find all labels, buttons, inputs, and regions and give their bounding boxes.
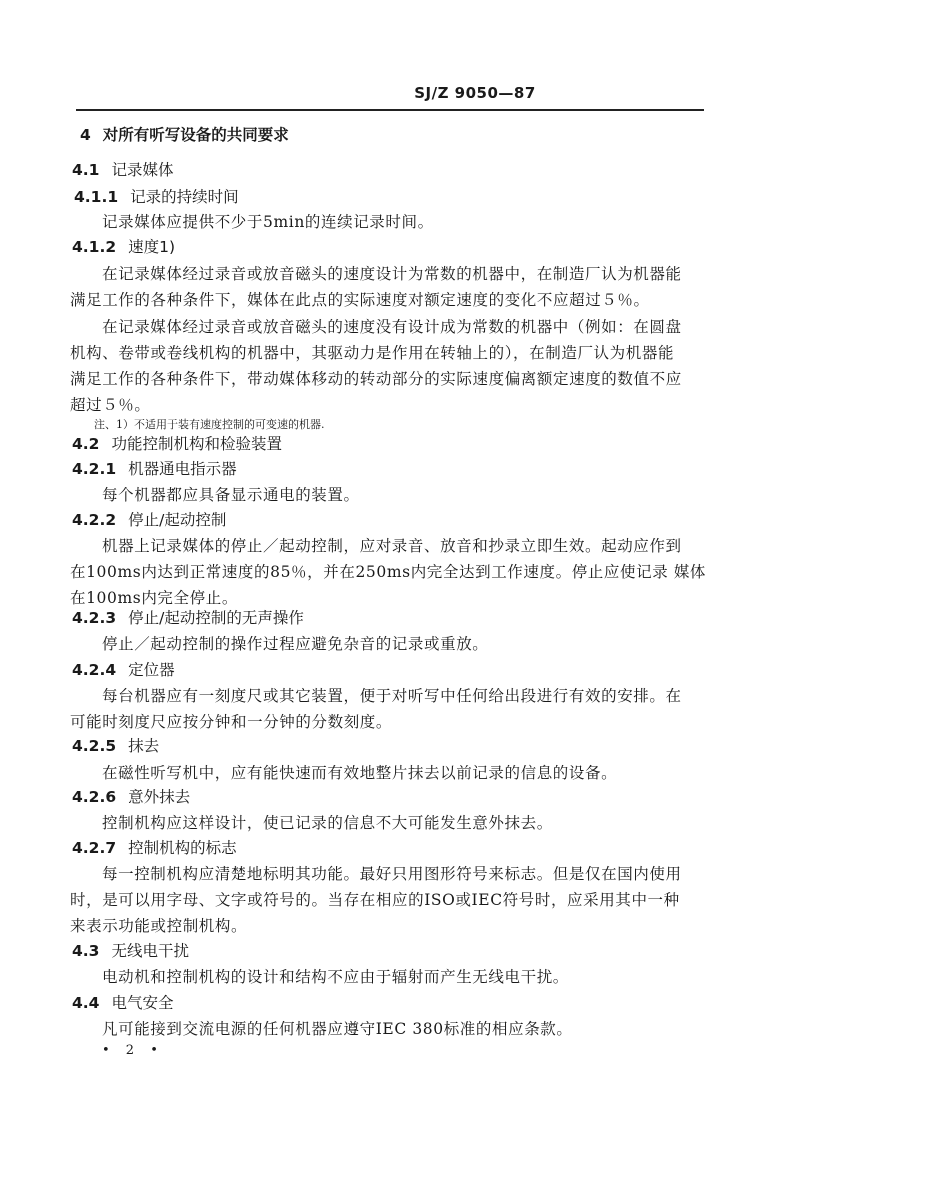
paragraph-line: 记录媒体应提供不少于5min的连续记录时间。 xyxy=(102,213,434,231)
paragraph-line: 每个机器都应具备显示通电的装置。 xyxy=(102,486,360,504)
clause-heading-4-2-5: 4.2.5 抹去 xyxy=(72,737,160,755)
paragraph-line: 在记录媒体经过录音或放音磁头的速度没有设计成为常数的机器中（例如：在圆盘 xyxy=(102,318,682,336)
paragraph-line: 电动机和控制机构的设计和结构不应由于辐射而产生无线电干扰。 xyxy=(102,968,569,986)
footnote: 注、1）不适用于装有速度控制的可变速的机器. xyxy=(94,418,325,431)
clause-heading-4-2-4: 4.2.4 定位器 xyxy=(72,661,175,679)
clause-heading-4-2: 4.2 功能控制机构和检验装置 xyxy=(72,435,282,453)
paragraph-line: 时，是可以用字母、文字或符号的。当存在相应的ISO或IEC符号时，应采用其中一种 xyxy=(70,891,680,909)
paragraph-line: 满足工作的各种条件下，媒体在此点的实际速度对额定速度的变化不应超过５％。 xyxy=(70,291,650,309)
paragraph-line: 在磁性听写机中，应有能快速而有效地整片抹去以前记录的信息的设备。 xyxy=(102,764,618,782)
paragraph-line: 每台机器应有一刻度尺或其它装置，便于对听写中任何给出段进行有效的安排。在 xyxy=(102,687,682,705)
paragraph-line: 在记录媒体经过录音或放音磁头的速度设计为常数的机器中，在制造厂认为机器能 xyxy=(102,265,682,283)
paragraph-line: 来表示功能或控制机构。 xyxy=(70,917,248,935)
standard-code-header: SJ/Z 9050—87 xyxy=(414,84,536,102)
clause-heading-4-3: 4.3 无线电干扰 xyxy=(72,942,189,960)
clause-heading-4-2-1: 4.2.1 机器通电指示器 xyxy=(72,460,237,478)
paragraph-line: 在100ms内完全停止。 xyxy=(70,589,238,607)
header-divider xyxy=(76,109,704,111)
clause-heading-4-2-7: 4.2.7 控制机构的标志 xyxy=(72,839,237,857)
paragraph-line: 凡可能接到交流电源的任何机器应遵守IEC 380标准的相应条款。 xyxy=(102,1020,573,1038)
paragraph-line: 在100ms内达到正常速度的85％，并在250ms内完全达到工作速度。停止应使记录 媒体 xyxy=(70,563,707,581)
paragraph-line: 停止／起动控制的操作过程应避免杂音的记录或重放。 xyxy=(102,635,489,653)
page-number: • 2 • xyxy=(102,1043,164,1058)
clause-heading-4-4: 4.4 电气安全 xyxy=(72,994,174,1012)
paragraph-line: 每一控制机构应清楚地标明其功能。最好只用图形符号来标志。但是仅在国内使用 xyxy=(102,865,682,883)
section-heading xyxy=(80,125,289,145)
section-title: 对所有听写设备的共同要求 xyxy=(102,126,289,144)
clause-heading-4-1: 4.1 记录媒体 xyxy=(72,161,174,179)
clause-heading-4-2-6: 4.2.6 意外抹去 xyxy=(72,788,191,806)
clause-heading-4-1-1: 4.1.1 记录的持续时间 xyxy=(74,188,239,206)
section-number: 4 xyxy=(80,126,91,144)
paragraph-line: 超过５％。 xyxy=(70,396,151,414)
paragraph-line: 机器上记录媒体的停止／起动控制，应对录音、放音和抄录立即生效。起动应作到 xyxy=(102,537,682,555)
paragraph-line: 机构、卷带或卷线机构的机器中，其驱动力是作用在转轴上的），在制造厂认为机器能 xyxy=(70,344,675,362)
paragraph-line: 控制机构应这样设计，使已记录的信息不大可能发生意外抹去。 xyxy=(102,814,553,832)
clause-heading-4-2-2: 4.2.2 停止/起动控制 xyxy=(72,511,227,529)
paragraph-line: 满足工作的各种条件下，带动媒体移动的转动部分的实际速度偏离额定速度的数值不应 xyxy=(70,370,682,388)
clause-heading-4-2-3: 4.2.3 停止/起动控制的无声操作 xyxy=(72,609,304,627)
paragraph-line: 可能时刻度尺应按分钟和一分钟的分数刻度。 xyxy=(70,713,393,731)
clause-heading-4-1-2: 4.1.2 速度1) xyxy=(72,238,176,256)
